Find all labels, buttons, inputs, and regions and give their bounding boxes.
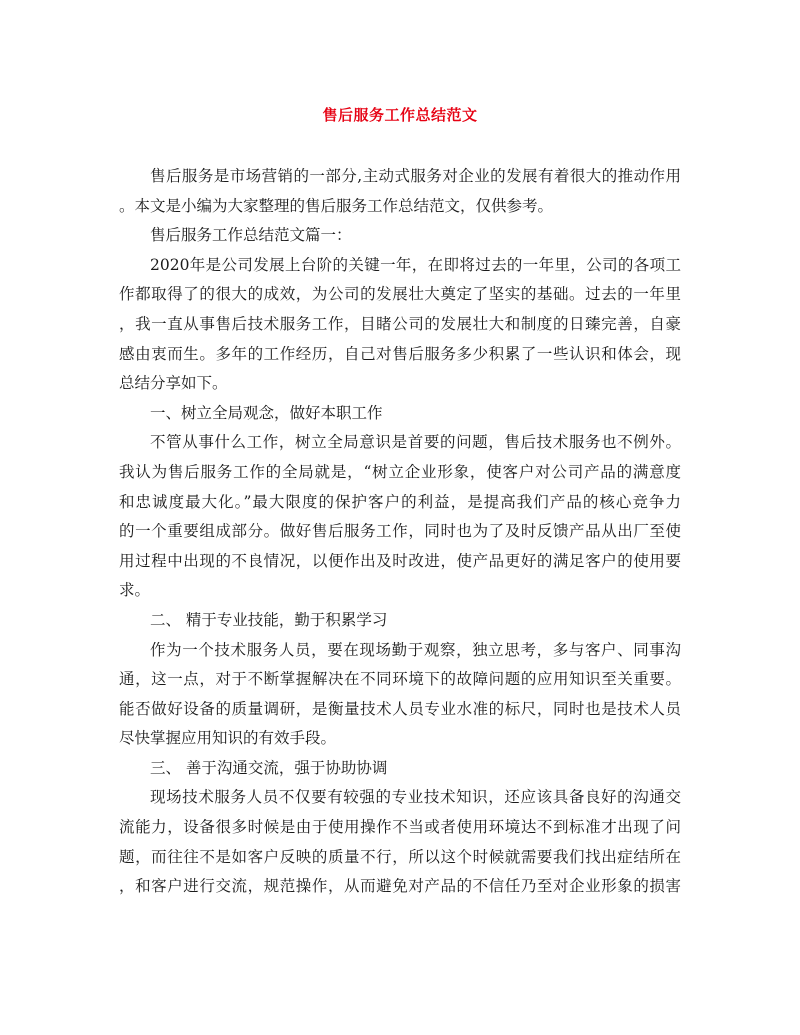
- paragraph-line: 求。: [119, 581, 151, 600]
- paragraph-line: 流能力，设备很多时候是由于使用操作不当或者使用环境达不到标准才出现了问: [119, 818, 681, 837]
- section-heading: 一、树立全局观念，做好本职工作: [150, 403, 383, 422]
- paragraph-line: 。本文是小编为大家整理的售后服务工作总结范文，仅供参考。: [119, 196, 554, 215]
- section-intro-line: 售后服务工作总结范文篇一：: [150, 226, 352, 245]
- document-title: 售后服务工作总结范文: [322, 106, 478, 124]
- paragraph-line: 售后服务是市场营销的一部分,主动式服务对企业的发展有着很大的推动作用: [150, 167, 681, 185]
- paragraph-line: 我认为售后服务工作的全局就是，“树立企业形象，使客户对公司产品的满意度: [119, 462, 681, 481]
- paragraph-line: 2020年是公司发展上台阶的关键一年，在即将过去的一年里，公司的各项工: [150, 255, 681, 274]
- paragraph-line: ，和客户进行交流，规范操作，从而避免对产品的不信任乃至对企业形象的损害: [119, 877, 681, 896]
- paragraph-line: 能否做好设备的质量调研，是衡量技术人员专业水准的标尺，同时也是技术人员: [119, 699, 681, 718]
- paragraph-line: 现场技术服务人员不仅要有较强的专业技术知识，还应该具备良好的沟通交: [150, 788, 681, 807]
- paragraph-line: 和忠诚度最大化。”最大限度的保护客户的利益，是提高我们产品的核心竞争力: [119, 492, 681, 511]
- paragraph-line: 尽快掌握应用知识的有效手段。: [119, 729, 337, 748]
- paragraph-line: 题，而往往不是如客户反映的质量不行，所以这个时候就需要我们找出症结所在: [119, 847, 681, 866]
- paragraph-line: 用过程中出现的不良情况，以便作出及时改进，使产品更好的满足客户的使用要: [119, 551, 681, 570]
- paragraph-line: 的一个重要组成部分。做好售后服务工作，同时也为了及时反馈产品从出厂至使: [119, 522, 681, 541]
- section-heading: 三、 善于沟通交流，强于协助协调: [150, 758, 388, 777]
- section-heading: 二、 精于专业技能，勤于积累学习: [150, 610, 388, 629]
- paragraph-line: 不管从事什么工作，树立全局意识是首要的问题，售后技术服务也不例外。: [150, 433, 681, 452]
- paragraph-line: 总结分享如下。: [119, 374, 228, 393]
- document-body: [119, 162, 681, 902]
- paragraph-line: 作为一个技术服务人员，要在现场勤于观察，独立思考，多与客户、同事沟: [150, 640, 681, 659]
- paragraph-line: 通，这一点，对于不断掌握解决在不同环境下的故障问题的应用知识至关重要。: [119, 670, 681, 689]
- paragraph-line: ，我一直从事售后技术服务工作，目睹公司的发展壮大和制度的日臻完善，自豪: [119, 314, 681, 333]
- paragraph-line: 作都取得了的很大的成效，为公司的发展壮大奠定了坚实的基础。过去的一年里: [119, 285, 681, 304]
- paragraph-line: 感由衷而生。多年的工作经历，自己对售后服务多少积累了一些认识和体会，现: [119, 344, 681, 363]
